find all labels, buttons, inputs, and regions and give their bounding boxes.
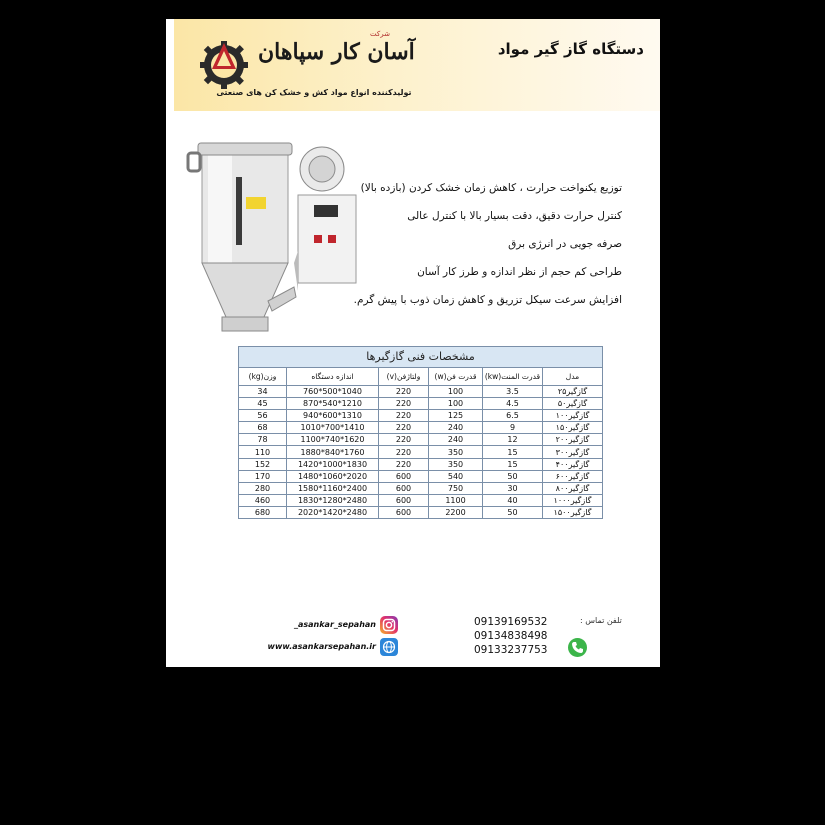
spec-table-header-row <box>239 368 603 386</box>
phone-icon <box>568 638 587 657</box>
table-row <box>239 422 603 434</box>
cell-weight: 152 <box>239 458 287 470</box>
cell-element-power: 9 <box>483 422 543 434</box>
cell-dimensions: 940*600*1310 <box>287 410 379 422</box>
cell-dimensions: 760*500*1040 <box>287 386 379 398</box>
table-row <box>239 398 603 410</box>
cell-fan-power: 100 <box>429 386 483 398</box>
cell-fan-power: 540 <box>429 470 483 482</box>
cell-weight: 680 <box>239 506 287 518</box>
cell-fan-voltage: 220 <box>379 422 429 434</box>
gear-logo-icon <box>196 35 252 91</box>
cell-fan-power: 1100 <box>429 494 483 506</box>
cell-weight: 56 <box>239 410 287 422</box>
feature-list <box>336 174 622 314</box>
table-row <box>239 470 603 482</box>
cell-weight: 45 <box>239 398 287 410</box>
cell-weight: 280 <box>239 482 287 494</box>
cell-dimensions: 1010*700*1410 <box>287 422 379 434</box>
cell-fan-voltage: 600 <box>379 506 429 518</box>
col-header-fan-power: قدرت فن(w) <box>429 368 483 386</box>
cell-model: گازگیر۱۵۰۰ <box>543 506 603 518</box>
cell-element-power: 40 <box>483 494 543 506</box>
company-prefix: شرکت <box>370 30 390 38</box>
col-header-model: مدل <box>543 368 603 386</box>
cell-model: گازگیر۲۵ <box>543 386 603 398</box>
cell-model: گازگیر۱۵۰ <box>543 422 603 434</box>
page-title: دستگاه گاز گیر مواد <box>497 40 644 58</box>
cell-fan-voltage: 600 <box>379 470 429 482</box>
cell-fan-power: 125 <box>429 410 483 422</box>
phone-number[interactable]: 09139169532 <box>474 616 548 628</box>
catalog-page <box>166 19 660 667</box>
cell-fan-voltage: 220 <box>379 386 429 398</box>
cell-element-power: 15 <box>483 446 543 458</box>
cell-model: گازگیر۶۰۰ <box>543 470 603 482</box>
cell-fan-voltage: 220 <box>379 398 429 410</box>
cell-fan-voltage: 220 <box>379 434 429 446</box>
cell-dimensions: 870*540*1210 <box>287 398 379 410</box>
cell-fan-power: 350 <box>429 458 483 470</box>
cell-fan-power: 350 <box>429 446 483 458</box>
table-row <box>239 434 603 446</box>
spec-table <box>238 346 603 519</box>
instagram-icon <box>380 616 398 634</box>
feature-item: افزایش سرعت سیکل تزریق و کاهش زمان ذوب با پیش گرم. <box>353 294 622 306</box>
cell-fan-power: 240 <box>429 434 483 446</box>
cell-dimensions: 1880*840*1760 <box>287 446 379 458</box>
company-name: آسان کار سپاهان <box>258 39 415 65</box>
cell-weight: 68 <box>239 422 287 434</box>
col-header-dimensions: اندازه دستگاه <box>287 368 379 386</box>
table-row <box>239 482 603 494</box>
cell-model: گازگیر۴۰۰ <box>543 458 603 470</box>
cell-dimensions: 1480*1060*2020 <box>287 470 379 482</box>
cell-element-power: 6.5 <box>483 410 543 422</box>
cell-fan-voltage: 600 <box>379 494 429 506</box>
col-header-fan-voltage: ولتاژفن(v) <box>379 368 429 386</box>
company-tagline: تولیدکننده انواع مواد کش و خشک کن های صنعتی <box>216 88 412 97</box>
cell-fan-voltage: 220 <box>379 458 429 470</box>
cell-fan-voltage: 600 <box>379 482 429 494</box>
spec-table-title: مشخصات فنی گازگیرها <box>238 346 603 367</box>
contact-label: تلفن تماس : <box>580 616 622 625</box>
feature-item: صرفه جویی در انرژی برق <box>508 238 622 250</box>
cell-fan-power: 2200 <box>429 506 483 518</box>
cell-fan-voltage: 220 <box>379 446 429 458</box>
instagram-handle[interactable]: _asankar_sepahan <box>293 620 376 629</box>
website-link[interactable]: www.asankarsepahan.ir <box>267 642 376 651</box>
col-header-weight: وزن(kg) <box>239 368 287 386</box>
table-row <box>239 410 603 422</box>
cell-dimensions: 1100*740*1620 <box>287 434 379 446</box>
cell-element-power: 50 <box>483 470 543 482</box>
phone-number[interactable]: 09133237753 <box>474 644 548 656</box>
col-header-element-power: قدرت المنت(kw) <box>483 368 543 386</box>
feature-item: توزیع یکنواخت حرارت ، کاهش زمان خشک کردن (بازده بالا) <box>360 182 622 194</box>
cell-element-power: 50 <box>483 506 543 518</box>
cell-model: گازگیر۵۰ <box>543 398 603 410</box>
cell-model: گازگیر۸۰۰ <box>543 482 603 494</box>
cell-element-power: 3.5 <box>483 386 543 398</box>
header-band <box>174 19 660 111</box>
cell-weight: 34 <box>239 386 287 398</box>
cell-fan-power: 240 <box>429 422 483 434</box>
cell-dimensions: 1830*1280*2480 <box>287 494 379 506</box>
feature-item: کنترل حرارت دقیق، دقت بسیار بالا با کنترل عالی <box>407 210 622 222</box>
table-row <box>239 494 603 506</box>
cell-model: گازگیر۱۰۰۰ <box>543 494 603 506</box>
phone-number[interactable]: 09134838498 <box>474 630 548 642</box>
cell-fan-power: 750 <box>429 482 483 494</box>
table-row <box>239 446 603 458</box>
cell-element-power: 4.5 <box>483 398 543 410</box>
cell-element-power: 30 <box>483 482 543 494</box>
cell-weight: 78 <box>239 434 287 446</box>
cell-weight: 170 <box>239 470 287 482</box>
cell-fan-power: 100 <box>429 398 483 410</box>
table-row <box>239 386 603 398</box>
cell-dimensions: 2020*1420*2480 <box>287 506 379 518</box>
cell-fan-voltage: 220 <box>379 410 429 422</box>
cell-weight: 460 <box>239 494 287 506</box>
cell-model: گازگیر۳۰۰ <box>543 446 603 458</box>
table-row <box>239 458 603 470</box>
cell-model: گازگیر۱۰۰ <box>543 410 603 422</box>
cell-weight: 110 <box>239 446 287 458</box>
table-row <box>239 506 603 518</box>
globe-icon <box>380 638 398 656</box>
cell-element-power: 15 <box>483 458 543 470</box>
cell-element-power: 12 <box>483 434 543 446</box>
cell-dimensions: 1420*1000*1830 <box>287 458 379 470</box>
feature-item: طراحی کم حجم از نظر اندازه و طرز کار آسان <box>417 266 622 278</box>
cell-model: گازگیر۲۰۰ <box>543 434 603 446</box>
cell-dimensions: 1580*1160*2400 <box>287 482 379 494</box>
